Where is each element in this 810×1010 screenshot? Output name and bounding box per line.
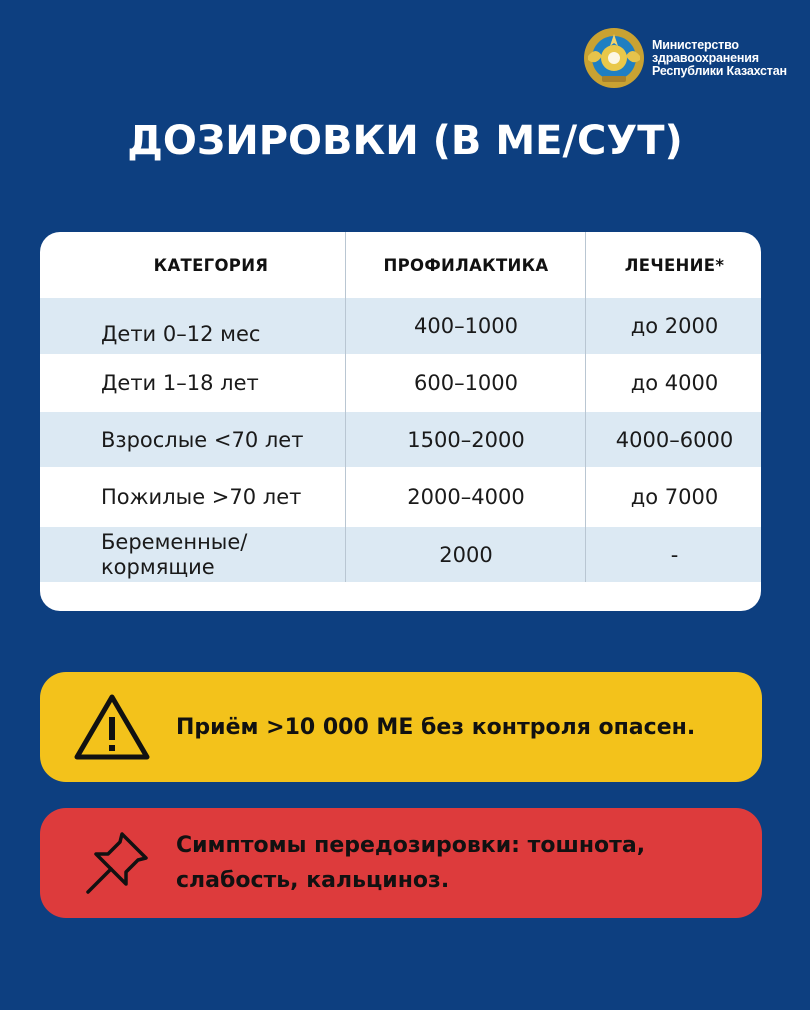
warning-triangle-icon (72, 691, 152, 763)
prevention-cell: 2000 (439, 542, 493, 567)
table-header-row (40, 232, 761, 298)
category-cell: Взрослые <70 лет (101, 427, 304, 452)
treatment-cell: до 2000 (630, 314, 719, 338)
ministry-name-line: Республики Казахстан (652, 63, 787, 78)
prevention-cell: 2000–4000 (407, 485, 525, 509)
ministry-logo (582, 26, 787, 90)
treatment-cell: до 7000 (630, 485, 719, 509)
category-cell (101, 527, 341, 582)
table-row (40, 354, 761, 412)
treatment-cell: до 4000 (630, 371, 719, 395)
overdose-text (176, 828, 742, 898)
category-line: кормящие (101, 554, 215, 579)
warning-text: Приём >10 000 МЕ без контроля опасен. (176, 714, 696, 740)
header-category: КАТЕГОРИЯ (153, 255, 269, 275)
ministry-name (652, 39, 787, 78)
prevention-cell: 600–1000 (413, 371, 519, 395)
overdose-note-banner (40, 808, 762, 918)
header-treatment: ЛЕЧЕНИЕ* (624, 255, 725, 275)
column-divider (345, 232, 346, 582)
treatment-cell: - (670, 542, 679, 567)
treatment-cell: 4000–6000 (615, 427, 734, 452)
category-cell: Пожилые >70 лет (101, 485, 302, 509)
ministry-name-line: Министерство (652, 37, 739, 52)
table-row (40, 298, 761, 354)
table-row (40, 527, 761, 582)
ministry-name-line: здравоохранения (652, 50, 759, 65)
prevention-cell: 400–1000 (413, 314, 519, 338)
overdose-text-line: Симптомы передозировки: тошнота, (176, 833, 646, 858)
page-title: ДОЗИРОВКИ (В МЕ/СУТ) (127, 118, 683, 164)
kazakhstan-emblem-icon (582, 26, 646, 90)
warning-banner (40, 672, 762, 782)
category-cell: Дети 0–12 мес (101, 322, 261, 346)
overdose-text-line: слабость, кальциноз. (176, 868, 450, 893)
column-divider (585, 232, 586, 582)
prevention-cell: 1500–2000 (407, 427, 525, 452)
pushpin-icon (80, 826, 154, 900)
category-line: Беременные/ (101, 529, 248, 554)
table-row (40, 467, 761, 527)
table-row (40, 412, 761, 467)
header-prevention: ПРОФИЛАКТИКА (383, 255, 549, 275)
category-cell: Дети 1–18 лет (101, 371, 259, 395)
dosage-table (40, 232, 761, 611)
